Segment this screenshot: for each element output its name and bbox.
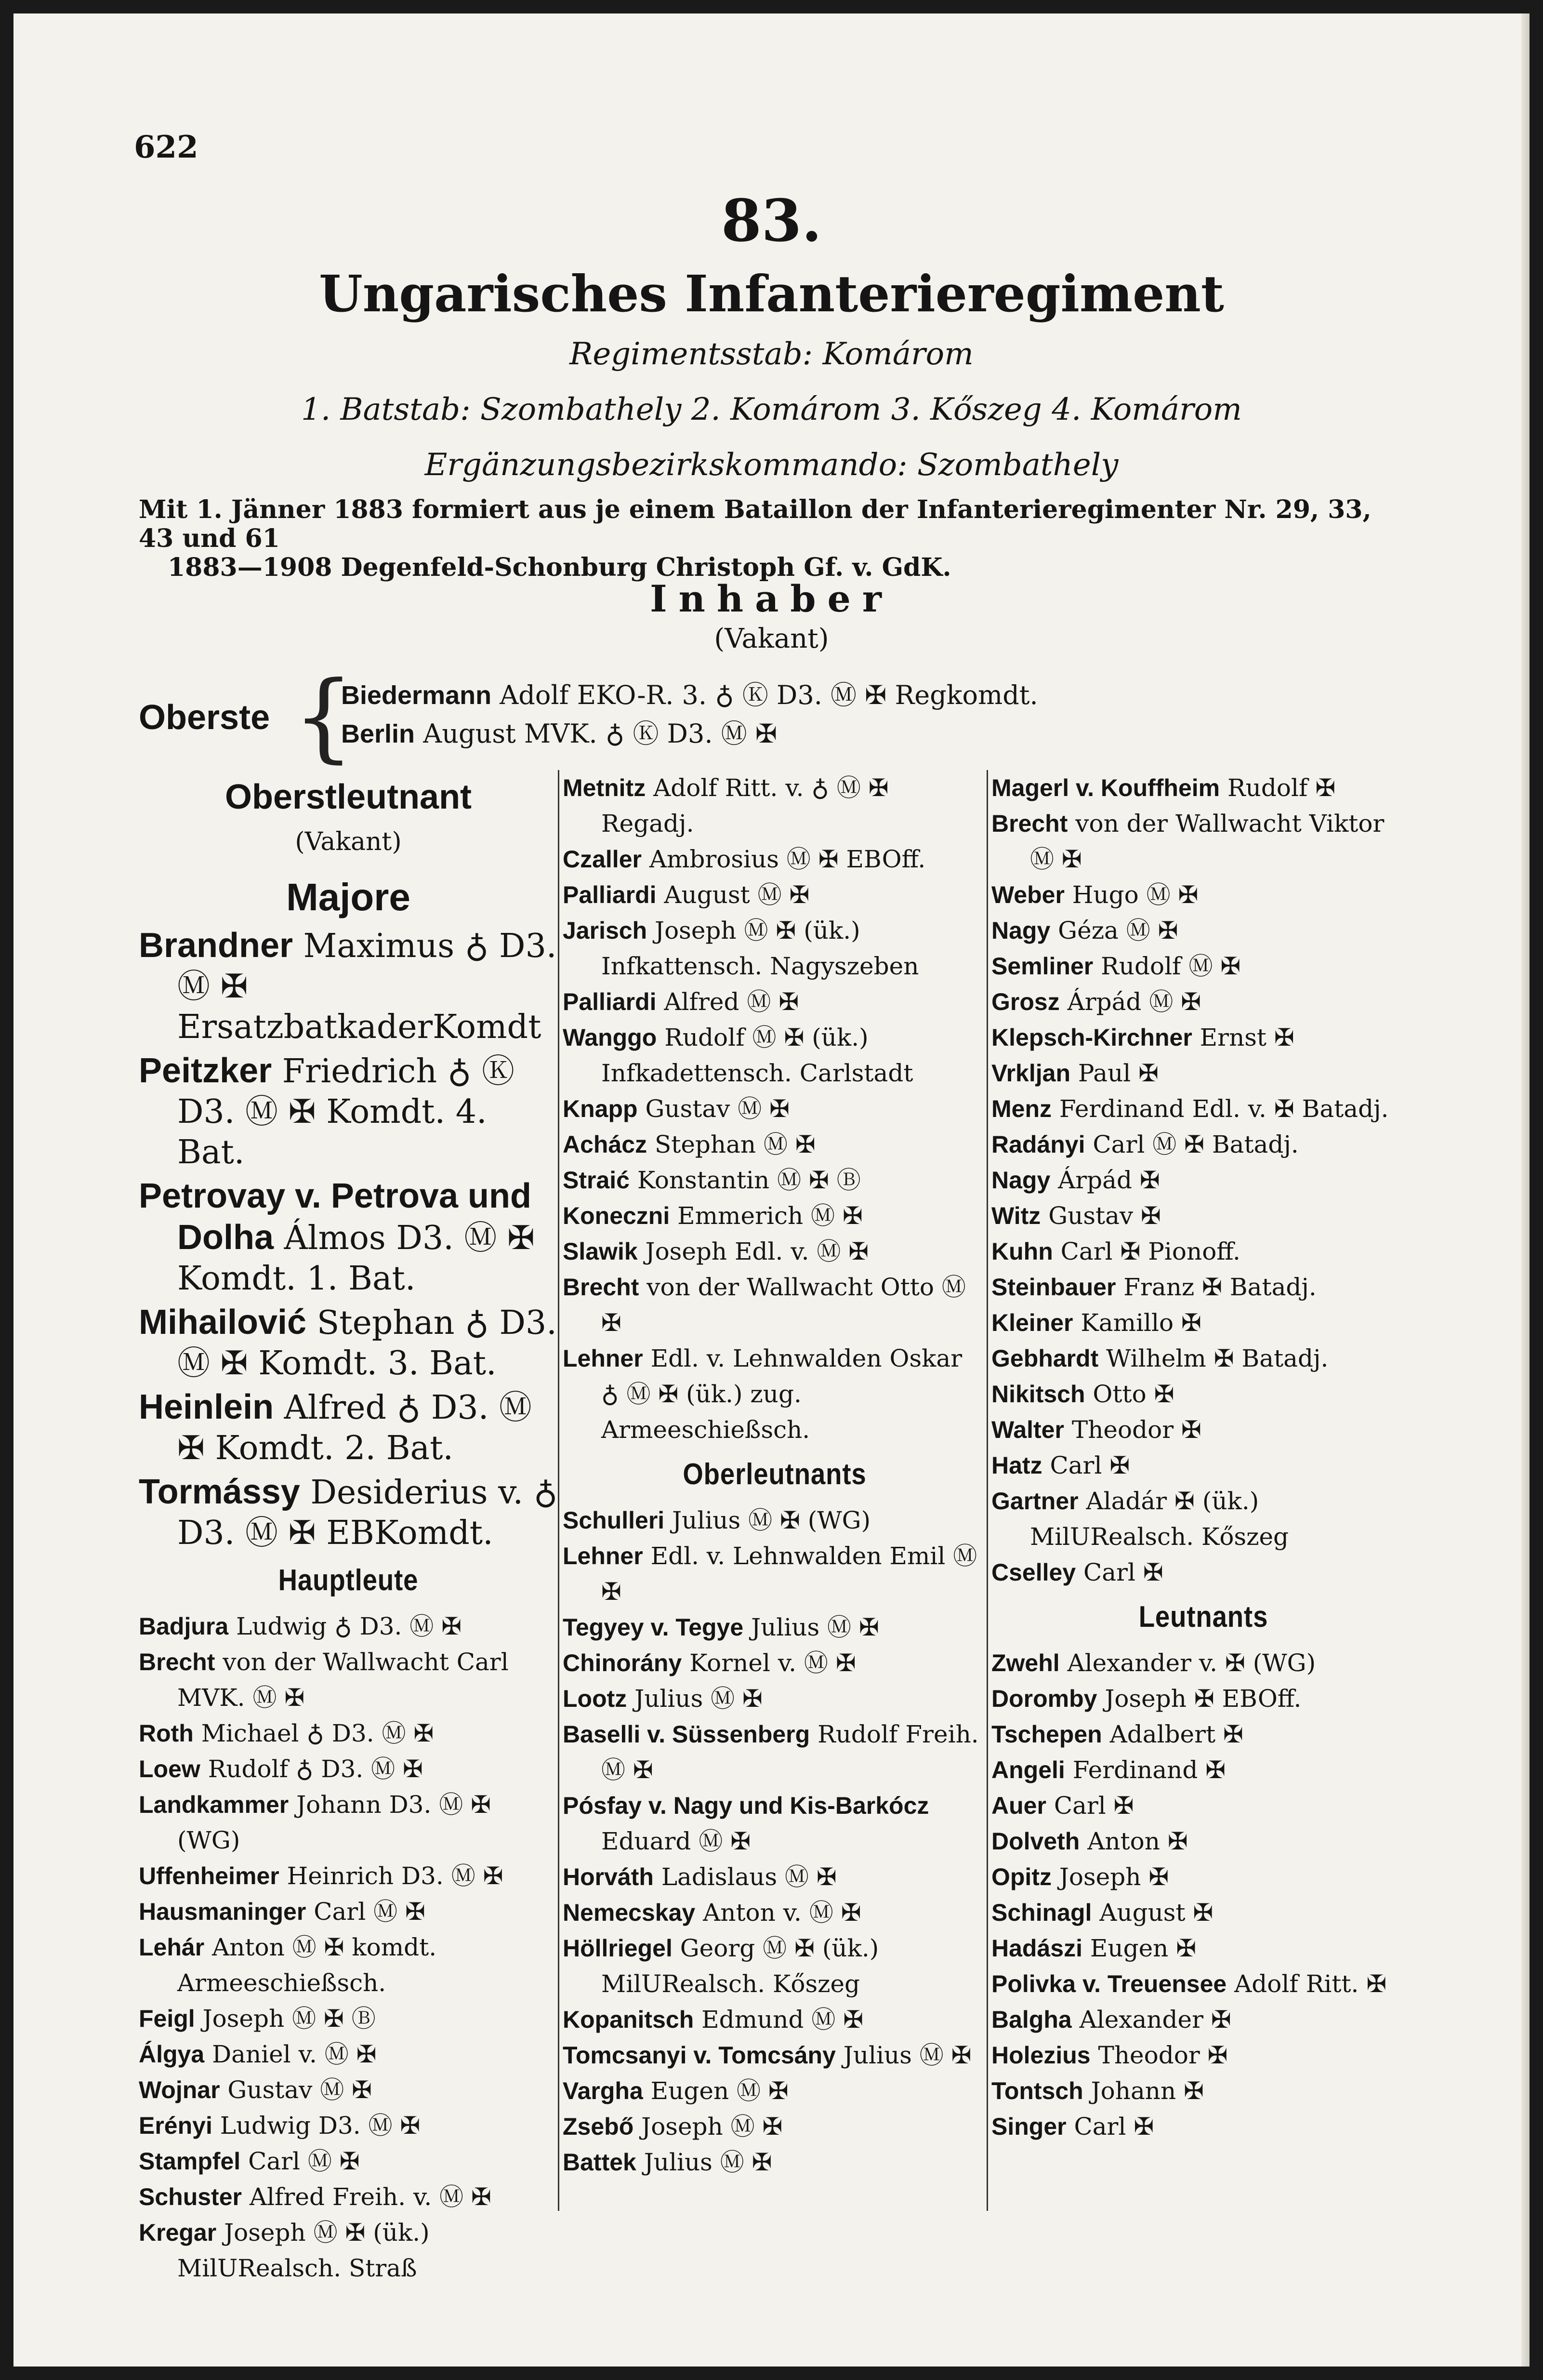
roster-entry xyxy=(139,1787,558,1858)
oberste-label: Oberste xyxy=(139,698,270,737)
roster-entry xyxy=(991,1448,1415,1483)
entry-name: Feigl xyxy=(139,2005,195,2032)
roster-entry xyxy=(563,2002,987,2037)
entry-text: Alfred Ⓜ ✠ xyxy=(656,988,799,1016)
roster-entry xyxy=(991,2037,1415,2073)
entry-name: Nemecskay xyxy=(563,1899,696,1926)
entry-text: Rudolf Freih. Ⓜ ✠ xyxy=(601,1720,979,1784)
roster-entry xyxy=(991,1055,1415,1091)
formation-line-1: Mit 1. Jänner 1883 formiert aus je einem Bataillon der Infanterieregimenter Nr. 29, 33, 43 und 61 xyxy=(139,495,1372,553)
entry-text: Joseph Ⓜ ✠ (ük.) Infkattensch. Nagyszeben xyxy=(601,917,919,980)
entry-name: Lehner xyxy=(563,1542,643,1569)
entry-name: Chinorány xyxy=(563,1649,682,1676)
roster-entry xyxy=(991,984,1415,1020)
page-number: 622 xyxy=(134,129,198,165)
roster-entry xyxy=(991,1483,1415,1555)
entry-text: Maximus ♁ D3. Ⓜ ✠ ErsatzbatkaderKomdt xyxy=(177,927,557,1046)
regiment-number: 83. xyxy=(721,187,822,255)
roster-entry xyxy=(139,1472,558,1554)
hauptleute-list xyxy=(139,1609,558,2286)
roster-entry xyxy=(991,1376,1415,1412)
roster-entry xyxy=(563,1020,987,1091)
entry-text: Stephan ♁ D3. Ⓜ ✠ Komdt. 3. Bat. xyxy=(177,1304,557,1383)
entry-name: Singer xyxy=(991,2113,1067,2140)
roster-entry xyxy=(991,1234,1415,1269)
entry-text: Friedrich ♁ Ⓚ D3. Ⓜ ✠ Komdt. 4. Bat. xyxy=(177,1052,515,1171)
roster-entry xyxy=(139,1644,558,1715)
erg-line: Ergänzungsbezirkskommando: Szombathely xyxy=(424,447,1119,483)
entry-name: Höllriegel xyxy=(563,1935,673,1962)
roster-entry xyxy=(991,1341,1415,1376)
entry-text: Carl ✠ xyxy=(1076,1558,1163,1586)
entry-text: Adolf Ritt. ✠ xyxy=(1226,1970,1387,1998)
entry-text: Wilhelm ✠ Batadj. xyxy=(1098,1344,1329,1372)
entry-name: Opitz xyxy=(991,1863,1052,1890)
roster-entry xyxy=(139,2215,558,2286)
entry-name: Koneczni xyxy=(563,1202,670,1229)
roster-entry xyxy=(991,2073,1415,2109)
roster-entry xyxy=(991,1966,1415,2002)
roster-entry xyxy=(991,1305,1415,1341)
entry-name: Lehner xyxy=(563,1345,643,1372)
entry-text: Gustav Ⓜ ✠ xyxy=(637,1095,790,1123)
roster-entry xyxy=(563,1859,987,1895)
entry-text: Michael ♁ D3. Ⓜ ✠ xyxy=(193,1719,434,1747)
entry-name: Mihailović xyxy=(139,1303,307,1342)
roster-entry xyxy=(991,1716,1415,1752)
roster-entry xyxy=(563,2073,987,2109)
entry-name: Palliardi xyxy=(563,881,657,908)
entry-text: Carl Ⓜ ✠ xyxy=(306,1898,425,1926)
entry-name: Achácz xyxy=(563,1131,647,1158)
entry-name: Hausmaninger xyxy=(139,1898,306,1925)
entry-text: Eugen ✠ xyxy=(1082,1934,1197,1962)
entry-name: Berlin xyxy=(341,719,415,748)
entry-name: Tontsch xyxy=(991,2077,1083,2104)
entry-name: Stampfel xyxy=(139,2148,241,2175)
roster-entry xyxy=(139,1050,558,1173)
entry-text: Ernst ✠ xyxy=(1192,1024,1294,1051)
roster-entry xyxy=(991,1412,1415,1448)
leutnants-heading: Leutnants xyxy=(1138,1600,1268,1634)
entry-name: Balgha xyxy=(991,2006,1072,2033)
formation-line-2: 1883—1908 Degenfeld-Schonburg Christoph Gf. v. GdK. xyxy=(168,553,951,582)
entry-text: Johann D3. Ⓜ ✠ (WG) xyxy=(177,1791,491,1854)
entry-text: Theodor ✠ xyxy=(1090,2041,1228,2069)
roster-entry xyxy=(139,1894,558,1929)
entry-text: Gustav Ⓜ ✠ xyxy=(220,2076,372,2104)
entry-text: Rudolf Ⓜ ✠ xyxy=(1093,952,1241,980)
oberste-entry xyxy=(341,676,1038,715)
roster-entry xyxy=(563,1930,987,2002)
entry-name: Tegyey v. Tegye xyxy=(563,1614,744,1641)
entry-name: Heinlein xyxy=(139,1388,274,1426)
entry-text: Carl Ⓜ ✠ xyxy=(240,2147,360,2175)
formation-note xyxy=(139,495,1411,582)
roster-entry xyxy=(563,1198,987,1234)
entry-text: Anton Ⓜ ✠ komdt. Armeeschießsch. xyxy=(177,1933,437,1997)
entry-text: Adolf EKO-R. 3. ♁ Ⓚ D3. Ⓜ ✠ Regkomdt. xyxy=(491,680,1038,710)
entry-text: Géza Ⓜ ✠ xyxy=(1050,917,1178,944)
entry-name: Menz xyxy=(991,1095,1052,1122)
roster-entry xyxy=(991,1645,1415,1681)
entry-name: Knapp xyxy=(563,1095,638,1122)
entry-name: Brecht xyxy=(139,1649,215,1675)
entry-text: Ambrosius Ⓜ ✠ EBOff. xyxy=(641,845,926,873)
entry-text: Franz ✠ Batadj. xyxy=(1116,1273,1317,1301)
entry-name: Vargha xyxy=(563,2077,643,2104)
entry-text: Paul ✠ xyxy=(1070,1059,1159,1087)
entry-name: Hatz xyxy=(991,1452,1042,1479)
roster-entry xyxy=(991,913,1415,948)
roster-entry xyxy=(139,1715,558,1751)
entry-text: Adalbert ✠ xyxy=(1102,1720,1243,1748)
entry-name: Doromby xyxy=(991,1685,1097,1712)
entry-name: Metnitz xyxy=(563,774,646,801)
entry-text: Rudolf ✠ xyxy=(1220,774,1336,802)
roster-entry xyxy=(563,1341,987,1448)
column-3 xyxy=(991,770,1415,2144)
entry-name: Czaller xyxy=(563,846,642,873)
entry-text: Ferdinand ✠ xyxy=(1065,1756,1226,1784)
entry-text: Stephan Ⓜ ✠ xyxy=(647,1130,816,1158)
roster-entry xyxy=(991,1859,1415,1895)
entry-name: Auer xyxy=(991,1792,1046,1819)
oberste-entry xyxy=(341,715,1038,753)
roster-entry xyxy=(139,925,558,1048)
roster-entry xyxy=(991,877,1415,913)
roster-entry xyxy=(563,1538,987,1609)
entry-name: Straić xyxy=(563,1167,630,1194)
entry-name: Pósfay v. Nagy und Kis-Barkócz xyxy=(563,1792,929,1819)
entry-name: Nagy xyxy=(991,1167,1051,1194)
entry-name: Peitzker xyxy=(139,1051,272,1090)
oberleutnants-list xyxy=(563,1502,987,2180)
roster-entry xyxy=(139,2179,558,2215)
roster-entry xyxy=(139,1302,558,1384)
entry-name: Schuster xyxy=(139,2183,242,2210)
roster-entry xyxy=(563,1234,987,1269)
hauptleute-heading: Hauptleute xyxy=(278,1564,419,1597)
entry-name: Lootz xyxy=(563,1685,627,1712)
entry-name: Horváth xyxy=(563,1863,654,1890)
entry-text: Joseph Ⓜ ✠ Ⓑ xyxy=(195,2005,376,2033)
entry-text: von der Wallwacht Viktor Ⓜ ✠ xyxy=(1030,810,1385,873)
entry-name: Baselli v. Süssenberg xyxy=(563,1721,810,1748)
entry-text: Johann ✠ xyxy=(1083,2077,1204,2105)
oberstleutnant-heading: Oberstleutnant xyxy=(224,778,472,816)
entry-text: Ladislaus Ⓜ ✠ xyxy=(653,1863,837,1891)
roster-entry xyxy=(991,1555,1415,1590)
roster-entry xyxy=(991,1895,1415,1930)
entry-text: Julius Ⓜ ✠ (WG) xyxy=(664,1506,871,1534)
entry-name: Wojnar xyxy=(139,2076,220,2103)
roster-entry xyxy=(991,1788,1415,1823)
oberstleutnant-value: (Vakant) xyxy=(295,827,402,856)
entry-name: Zsebő xyxy=(563,2113,634,2140)
entry-name: Landkammer xyxy=(139,1791,289,1818)
entry-text: Alfred ♁ D3. Ⓜ ✠ Komdt. 2. Bat. xyxy=(177,1389,532,1467)
roster-entry xyxy=(563,984,987,1020)
entry-name: Vrkljan xyxy=(991,1060,1070,1087)
entry-text: Aladár ✠ (ük.) MilURealsch. Kőszeg xyxy=(1030,1487,1289,1551)
entry-text: Eugen Ⓜ ✠ xyxy=(643,2077,789,2105)
roster-entry xyxy=(991,1269,1415,1305)
roster-entry xyxy=(563,1269,987,1341)
entry-text: Eduard Ⓜ ✠ xyxy=(601,1827,751,1855)
roster-entry xyxy=(991,2109,1415,2144)
entry-name: Kuhn xyxy=(991,1238,1053,1265)
entry-name: Kregar xyxy=(139,2219,217,2246)
entry-text: Daniel v. Ⓜ ✠ xyxy=(204,2040,377,2068)
entry-text: Konstantin Ⓜ ✠ Ⓑ xyxy=(629,1166,861,1194)
entry-name: Cselley xyxy=(991,1559,1076,1586)
column-divider xyxy=(987,770,988,2211)
roster-entry xyxy=(991,1162,1415,1198)
entry-text: Anton v. Ⓜ ✠ xyxy=(695,1899,861,1927)
entry-name: Tomcsanyi v. Tomcsány xyxy=(563,2042,836,2069)
roster-entry xyxy=(139,2001,558,2036)
roster-entry xyxy=(563,1681,987,1716)
entry-text: Julius Ⓜ ✠ xyxy=(835,2041,972,2069)
column-1 xyxy=(139,770,558,2286)
roster-entry xyxy=(991,1198,1415,1234)
entry-text: Edl. v. Lehnwalden Oskar ♁ Ⓜ ✠ (ük.) zug. Armeeschießsch. xyxy=(601,1344,963,1444)
entry-name: Tormássy xyxy=(139,1473,300,1511)
entry-name: Angeli xyxy=(991,1756,1065,1783)
entry-text: Joseph ✠ xyxy=(1051,1863,1169,1891)
col2-hauptleute-list xyxy=(563,770,987,1448)
entry-name: Schulleri xyxy=(563,1507,665,1534)
entry-text: August ✠ xyxy=(1092,1899,1213,1927)
entry-name: Brecht xyxy=(991,810,1068,837)
roster-entry xyxy=(991,1823,1415,1859)
entry-name: Gartner xyxy=(991,1488,1079,1515)
entry-name: Steinbauer xyxy=(991,1274,1116,1301)
entry-name: Slawik xyxy=(563,1238,638,1265)
roster-entry xyxy=(139,2108,558,2143)
entry-text: Carl ✠ xyxy=(1066,2113,1154,2141)
column-2 xyxy=(563,770,987,2180)
entry-text: Julius Ⓜ ✠ xyxy=(743,1613,879,1641)
entry-name: Holezius xyxy=(991,2042,1091,2069)
entry-text: Ferdinand Edl. v. ✠ Batadj. xyxy=(1052,1095,1389,1123)
entry-name: Brecht xyxy=(563,1274,639,1301)
roster-entry xyxy=(563,2144,987,2180)
entry-text: Joseph Ⓜ ✠ xyxy=(633,2113,783,2141)
roster-entry xyxy=(563,877,987,913)
entry-name: Nikitsch xyxy=(991,1381,1085,1408)
entry-text: Edl. v. Lehnwalden Emil Ⓜ ✠ xyxy=(601,1542,977,1606)
entry-text: Julius Ⓜ ✠ xyxy=(636,2148,772,2176)
entry-text: Otto ✠ xyxy=(1085,1380,1174,1408)
entry-text: Carl ✠ Pionoff. xyxy=(1053,1237,1240,1265)
entry-name: Battek xyxy=(563,2149,636,2176)
roster-entry xyxy=(563,1609,987,1645)
entry-text: von der Wallwacht Otto Ⓜ ✠ xyxy=(601,1273,966,1337)
batstab-line: 1. Batstab: Szombathely 2. Komárom 3. Kőszeg 4. Komárom xyxy=(301,392,1242,427)
roster-entry xyxy=(139,1858,558,1894)
entry-name: Magerl v. Kouffheim xyxy=(991,774,1220,801)
entry-text: Joseph Ⓜ ✠ (ük.) MilURealsch. Straß xyxy=(177,2219,430,2282)
entry-text: Ludwig ♁ D3. Ⓜ ✠ xyxy=(228,1612,462,1640)
entry-name: Palliardi xyxy=(563,988,657,1015)
entry-name: Loew xyxy=(139,1755,200,1782)
entry-name: Lehár xyxy=(139,1934,205,1961)
oberste-brace: { xyxy=(293,661,355,773)
entry-name: Klepsch-Kirchner xyxy=(991,1024,1192,1051)
oberste-list xyxy=(341,676,1038,753)
entry-text: Kornel v. Ⓜ ✠ xyxy=(682,1649,856,1677)
entry-text: Rudolf ♁ D3. Ⓜ ✠ xyxy=(200,1755,423,1783)
roster-entry xyxy=(563,1127,987,1162)
col3-oberleutnants-list xyxy=(991,770,1415,1590)
entry-text: August Ⓜ ✠ xyxy=(656,881,810,909)
entry-name: Schinagl xyxy=(991,1899,1092,1926)
roster-entry xyxy=(991,1752,1415,1788)
roster-entry xyxy=(139,2072,558,2108)
entry-name: Semliner xyxy=(991,953,1094,980)
entry-name: Polivka v. Treuensee xyxy=(991,1970,1227,1997)
entry-text: August MVK. ♁ Ⓚ D3. Ⓜ ✠ xyxy=(415,718,778,749)
entry-text: Árpád ✠ xyxy=(1050,1166,1160,1194)
entry-name: Petrovay v. Petrova und Dolha xyxy=(139,1177,531,1257)
entry-text: Emmerich Ⓜ ✠ xyxy=(670,1202,863,1230)
roster-entry xyxy=(563,1788,987,1859)
staff-line: Regimentsstab: Komárom xyxy=(569,336,974,372)
entry-name: Nagy xyxy=(991,917,1051,944)
inhaber-value: (Vakant) xyxy=(714,623,829,654)
entry-text: Alfred Freih. v. Ⓜ ✠ xyxy=(241,2183,491,2211)
roster-entry xyxy=(139,2143,558,2179)
entry-text: Alexander ✠ xyxy=(1071,2006,1231,2034)
roster-entry xyxy=(991,1930,1415,1966)
roster-entry xyxy=(991,1681,1415,1716)
entry-name: Zwehl xyxy=(991,1649,1060,1676)
entry-name: Weber xyxy=(991,881,1065,908)
entry-text: Desiderius v. ♁ D3. Ⓜ ✠ EBKomdt. xyxy=(177,1474,558,1552)
entry-name: Roth xyxy=(139,1720,194,1747)
entry-name: Uffenheimer xyxy=(139,1862,279,1889)
entry-text: Ludwig D3. Ⓜ ✠ xyxy=(212,2112,421,2140)
entry-name: Kopanitsch xyxy=(563,2006,694,2033)
entry-text: Georg Ⓜ ✠ (ük.) MilURealsch. Kőszeg xyxy=(601,1934,879,1998)
entry-name: Brandner xyxy=(139,926,293,965)
entry-name: Biedermann xyxy=(341,681,492,710)
entry-text: Joseph ✠ EBOff. xyxy=(1097,1685,1302,1713)
entry-name: Badjura xyxy=(139,1613,229,1640)
roster-entry xyxy=(991,1091,1415,1127)
roster-entry xyxy=(991,2002,1415,2037)
entry-text: Theodor ✠ xyxy=(1064,1416,1201,1444)
roster-entry xyxy=(563,1895,987,1930)
roster-entry xyxy=(563,2037,987,2073)
entry-name: Dolveth xyxy=(991,1828,1080,1855)
roster-entry xyxy=(139,2036,558,2072)
entry-text: von der Wallwacht Carl MVK. Ⓜ ✠ xyxy=(177,1648,509,1712)
entry-text: Anton ✠ xyxy=(1080,1827,1188,1855)
roster-entry xyxy=(139,1176,558,1299)
oberleutnants-heading: Oberleutnants xyxy=(683,1458,867,1491)
roster-entry xyxy=(563,913,987,984)
entry-text: Álmos D3. Ⓜ ✠ Komdt. 1. Bat. xyxy=(177,1219,535,1298)
roster-entry xyxy=(563,1645,987,1681)
regiment-title: Ungarisches Infanterieregiment xyxy=(319,264,1224,323)
entry-name: Gebhardt xyxy=(991,1345,1099,1372)
entry-text: Kamillo ✠ xyxy=(1073,1309,1201,1337)
leutnants-list xyxy=(991,1645,1415,2144)
roster-entry xyxy=(991,1020,1415,1055)
roster-entry xyxy=(139,1751,558,1787)
entry-text: Carl ✠ xyxy=(1042,1451,1130,1479)
roster-entry xyxy=(563,841,987,877)
roster-entry xyxy=(563,1502,987,1538)
entry-text: Rudolf Ⓜ ✠ (ük.) Infkadettensch. Carlstadt xyxy=(601,1024,913,1087)
entry-name: Witz xyxy=(991,1202,1041,1229)
entry-text: Carl Ⓜ ✠ Batadj. xyxy=(1085,1130,1299,1158)
entry-name: Kleiner xyxy=(991,1309,1073,1336)
roster-entry xyxy=(991,770,1415,806)
entry-text: Adolf Ritt. v. ♁ Ⓜ ✠ Regadj. xyxy=(601,774,889,838)
entry-name: Wanggo xyxy=(563,1024,657,1051)
entry-text: Gustav ✠ xyxy=(1041,1202,1161,1230)
entry-name: Hadászi xyxy=(991,1935,1082,1962)
entry-name: Álgya xyxy=(139,2041,205,2068)
majore-list xyxy=(139,925,558,1554)
roster-entry xyxy=(563,770,987,841)
roster-entry xyxy=(563,1091,987,1127)
roster-entry xyxy=(991,806,1415,877)
entry-text: Edmund Ⓜ ✠ xyxy=(694,2006,864,2034)
roster-entry xyxy=(139,1609,558,1644)
entry-name: Tschepen xyxy=(991,1721,1102,1748)
entry-name: Erényi xyxy=(139,2112,212,2139)
page xyxy=(13,13,1530,2367)
entry-name: Radányi xyxy=(991,1131,1085,1158)
entry-name: Grosz xyxy=(991,988,1060,1015)
column-divider xyxy=(558,770,559,2211)
entry-text: Árpád Ⓜ ✠ xyxy=(1059,988,1201,1016)
entry-name: Jarisch xyxy=(563,917,647,944)
roster-entry xyxy=(991,1127,1415,1162)
entry-text: Joseph Edl. v. Ⓜ ✠ xyxy=(637,1237,869,1265)
entry-text: Julius Ⓜ ✠ xyxy=(627,1685,763,1713)
roster-entry xyxy=(563,1162,987,1198)
entry-name: Walter xyxy=(991,1416,1064,1443)
roster-entry xyxy=(139,1929,558,2001)
roster-entry xyxy=(563,2109,987,2144)
entry-text: Hugo Ⓜ ✠ xyxy=(1064,881,1199,909)
inhaber-heading: Inhaber xyxy=(650,577,893,620)
entry-text: Carl ✠ xyxy=(1046,1792,1134,1820)
roster-entry xyxy=(991,948,1415,984)
majore-heading: Majore xyxy=(286,876,410,918)
roster-entry xyxy=(563,1716,987,1788)
entry-text: Alexander v. ✠ (WG) xyxy=(1059,1649,1316,1677)
roster-entry xyxy=(139,1387,558,1469)
entry-text: Heinrich D3. Ⓜ ✠ xyxy=(279,1862,503,1890)
